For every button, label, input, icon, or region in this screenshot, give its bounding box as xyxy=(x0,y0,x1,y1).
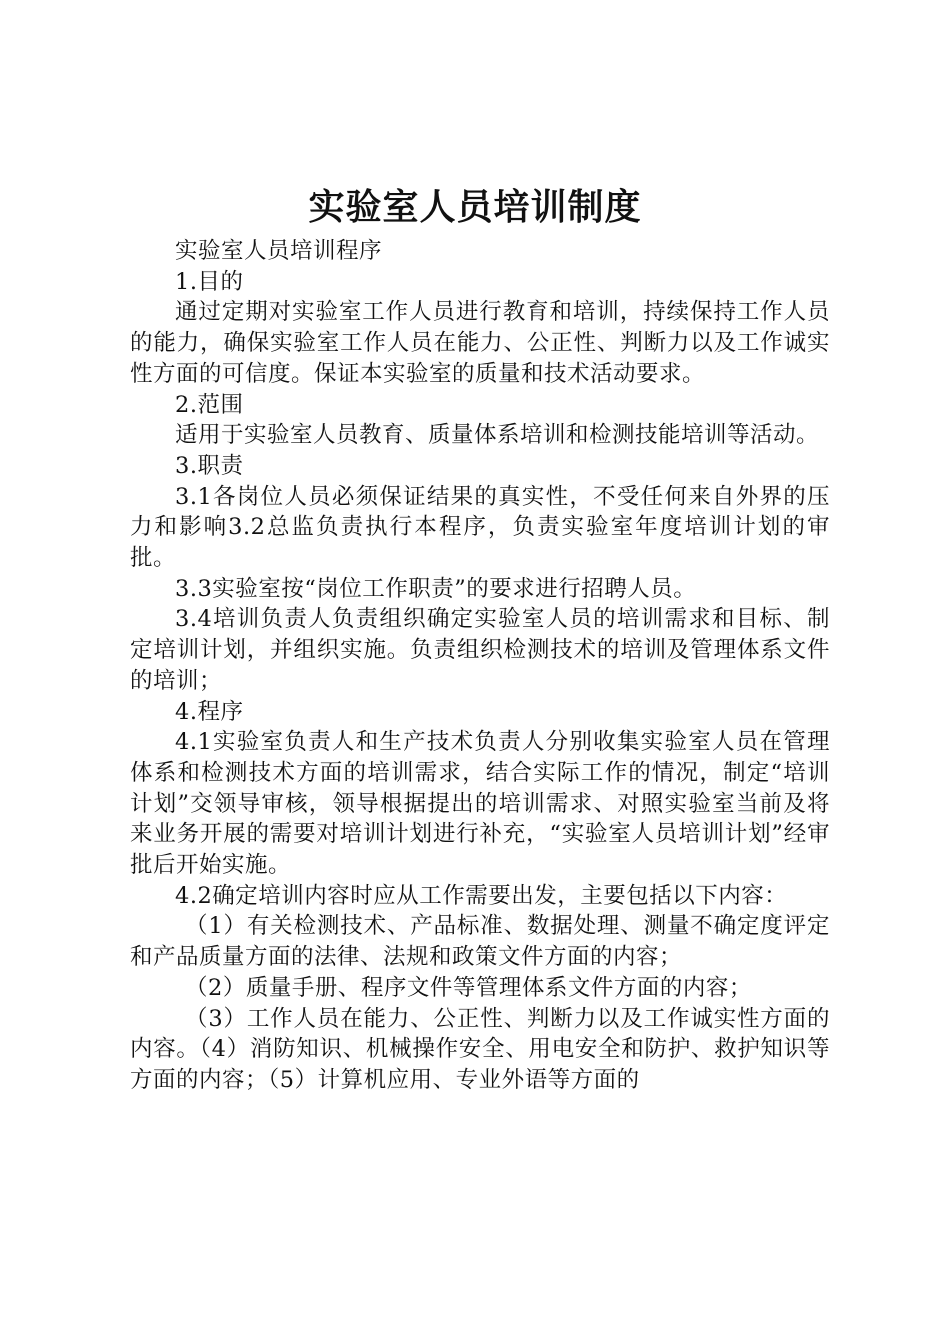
list-item-training-content-2: （2）质量手册、程序文件等管理体系文件方面的内容； xyxy=(185,974,752,1001)
section-heading-responsibilities: 3.职责 xyxy=(175,452,244,479)
paragraph-procedure-heading: 实验室人员培训程序 xyxy=(175,238,383,264)
paragraph-responsibility-3-4: 3.4培训负责人负责组织确定实验室人员的培训需求和目标、制定培训计划，并组织实施。负责组织检测技术的培训及管理体系文件的培训； xyxy=(130,606,830,694)
paragraph-responsibility-3-3: 3.3实验室按“岗位工作职责”的要求进行招聘人员。 xyxy=(175,575,697,602)
list-item-training-content-1: （1）有关检测技术、产品标准、数据处理、测量不确定度评定和产品质量方面的法律、法规和政策文件方面的内容； xyxy=(130,913,830,971)
section-heading-scope: 2.范围 xyxy=(175,391,244,418)
document-body xyxy=(130,236,830,1096)
paragraph-responsibility-3-1: 3.1各岗位人员必须保证结果的真实性，不受任何来自外界的压力和影响3.2总监负责执行本程序，负责实验室年度培训计划的审批。 xyxy=(130,483,830,572)
section-heading-procedure: 4.程序 xyxy=(175,698,244,725)
paragraph-scope: 适用于实验室人员教育、质量体系培训和检测技能培训等活动。 xyxy=(175,422,820,449)
section-heading-purpose: 1.目的 xyxy=(175,268,244,295)
document-title: 实验室人员培训制度 xyxy=(308,187,642,228)
paragraph-purpose: 通过定期对实验室工作人员进行教育和培训，持续保持工作人员的能力，确保实验室工作人员在能力、公正性、判断力以及工作诚实性方面的可信度。保证本实验室的质量和技术活动要求。 xyxy=(130,299,830,387)
list-item-training-content-3-5: （3）工作人员在能力、公正性、判断力以及工作诚实性方面的内容。（4）消防知识、机械操作安全、用电安全和防护、救护知识等方面的内容；（5）计算机应用、专业外语等方面的 xyxy=(130,1005,830,1093)
paragraph-procedure-4-1: 4.1实验室负责人和生产技术负责人分别收集实验室人员在管理体系和检测技术方面的培训需求，结合实际工作的情况，制定“培训计划”交领导审核，领导根据提出的培训需求、对照实验室当前及将来业务开展的需要对培训计划进行补充，“实验室人员培训计划”经审批后开始实施。 xyxy=(130,729,830,879)
paragraph-procedure-4-2: 4.2确定培训内容时应从工作需要出发，主要包括以下内容： xyxy=(175,882,788,909)
